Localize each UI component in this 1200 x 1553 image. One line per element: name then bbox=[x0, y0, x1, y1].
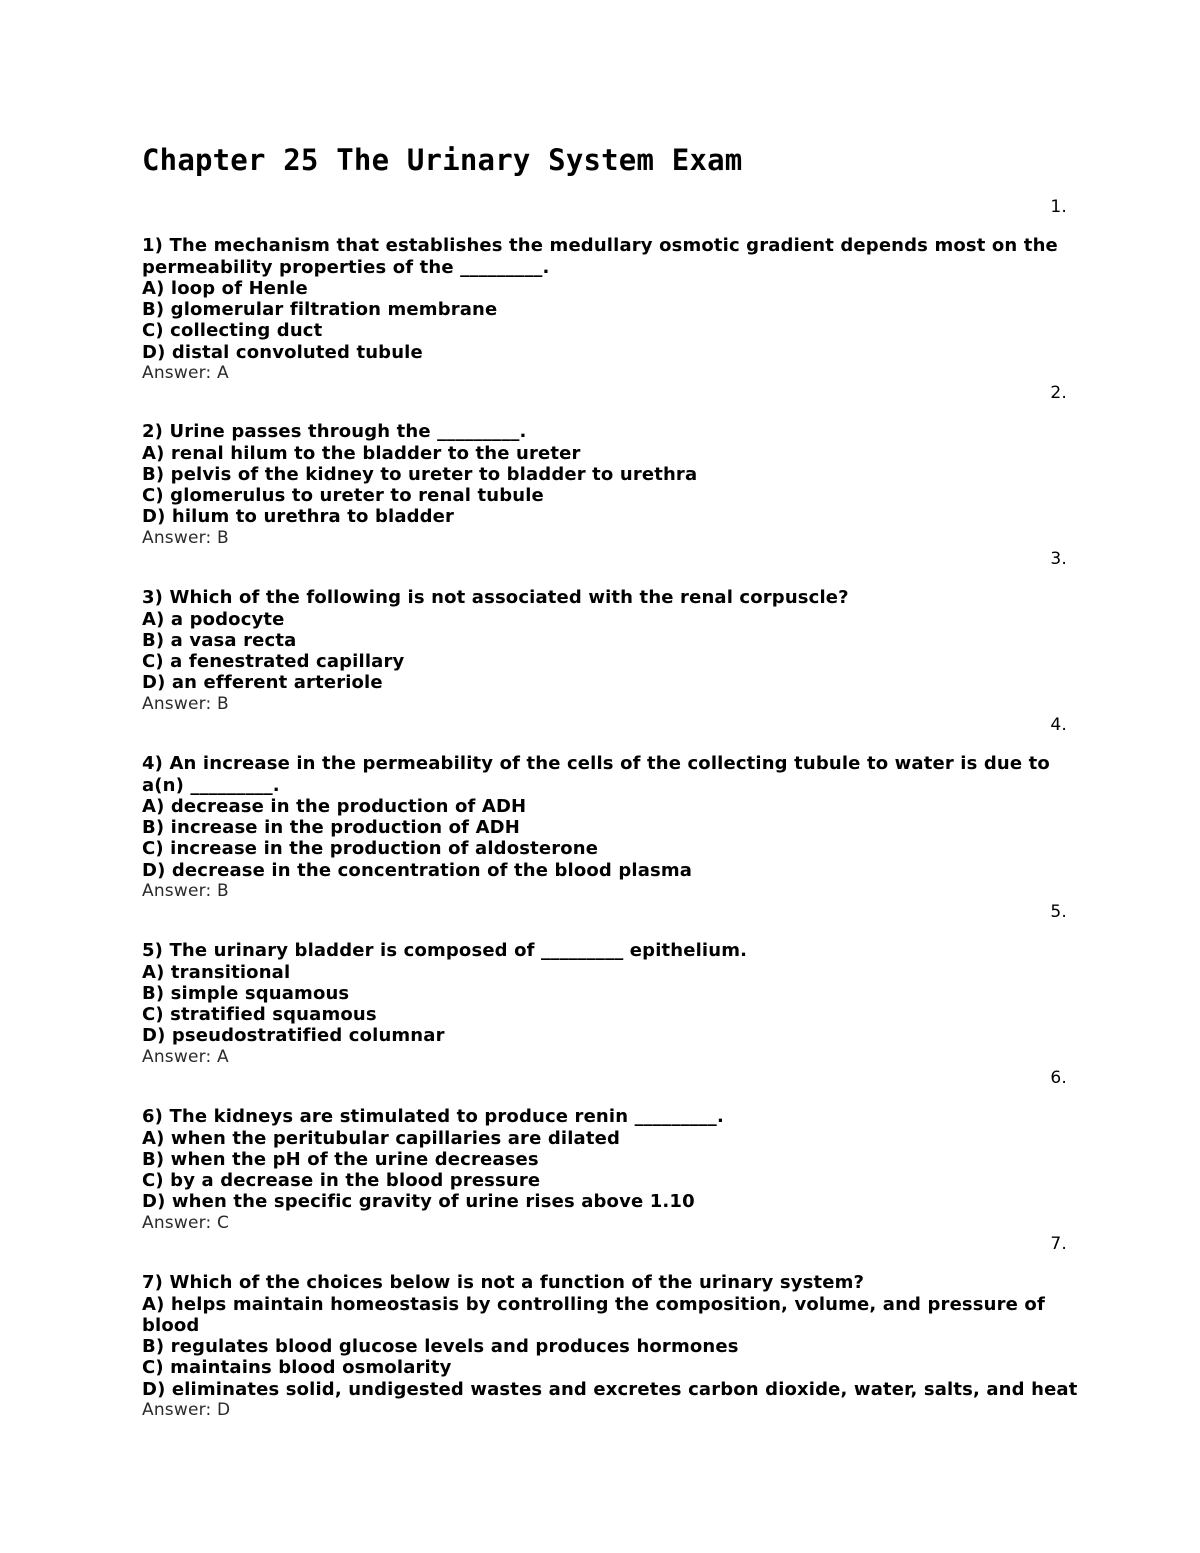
answer-option: D) an efferent arteriole bbox=[142, 672, 383, 694]
question-2 bbox=[142, 383, 1067, 549]
page-title: Chapter 25 The Urinary System Exam bbox=[142, 143, 743, 177]
answer-option: C) increase in the production of aldosterone bbox=[142, 838, 599, 860]
answer-option: D) decrease in the concentration of the blood plasma bbox=[142, 859, 693, 881]
question-stem: 5) The urinary bladder is composed of _________ epithelium. bbox=[142, 940, 748, 962]
answer-option: A) helps maintain homeostasis by controlling the composition, volume, and pressure of bbox=[142, 1293, 1045, 1315]
question-1 bbox=[142, 197, 1067, 384]
question-number: 4. bbox=[1050, 715, 1067, 735]
question-7 bbox=[142, 1234, 1078, 1421]
answer-option: C) a fenestrated capillary bbox=[142, 651, 405, 673]
answer-option: B) increase in the production of ADH bbox=[142, 817, 520, 839]
question-stem: a(n) _________. bbox=[142, 774, 280, 796]
answer-option: B) when the pH of the urine decreases bbox=[142, 1148, 539, 1170]
answer-key: Answer: B bbox=[142, 693, 229, 714]
answer-key: Answer: A bbox=[142, 363, 229, 384]
answer-option: B) simple squamous bbox=[142, 982, 350, 1004]
answer-option: B) a vasa recta bbox=[142, 629, 297, 651]
question-stem: permeability properties of the _________. bbox=[142, 256, 550, 278]
answer-option: C) glomerulus to ureter to renal tubule bbox=[142, 485, 544, 507]
question-6 bbox=[142, 1068, 1067, 1234]
answer-key: Answer: B bbox=[142, 881, 229, 902]
answer-option: D) distal convoluted tubule bbox=[142, 341, 423, 363]
answer-option: C) maintains blood osmolarity bbox=[142, 1357, 452, 1379]
answer-option: A) renal hilum to the bladder to the ureter bbox=[142, 442, 581, 464]
answer-option: A) when the peritubular capillaries are dilated bbox=[142, 1127, 620, 1149]
answer-option: B) pelvis of the kidney to ureter to bladder to urethra bbox=[142, 463, 698, 485]
answer-key: Answer: A bbox=[142, 1046, 229, 1067]
answer-option: D) when the specific gravity of urine rises above 1.10 bbox=[142, 1191, 695, 1213]
answer-option: C) stratified squamous bbox=[142, 1004, 377, 1026]
question-4 bbox=[142, 715, 1067, 902]
answer-option: D) eliminates solid, undigested wastes and excretes carbon dioxide, water, salts, and heat bbox=[142, 1378, 1078, 1400]
answer-option: A) decrease in the production of ADH bbox=[142, 795, 527, 817]
question-number: 1. bbox=[1050, 197, 1067, 217]
answer-option: blood bbox=[142, 1314, 200, 1336]
question-stem: 6) The kidneys are stimulated to produce renin _________. bbox=[142, 1106, 724, 1128]
answer-option: C) collecting duct bbox=[142, 320, 323, 342]
question-number: 5. bbox=[1050, 902, 1067, 922]
question-number: 3. bbox=[1050, 549, 1067, 569]
answer-option: A) transitional bbox=[142, 961, 291, 983]
answer-option: B) glomerular filtration membrane bbox=[142, 299, 498, 321]
question-number: 6. bbox=[1050, 1068, 1067, 1088]
question-number: 7. bbox=[1050, 1234, 1067, 1254]
answer-option: A) loop of Henle bbox=[142, 277, 308, 299]
question-3 bbox=[142, 549, 1067, 715]
question-stem: 3) Which of the following is not associated with the renal corpuscle? bbox=[142, 587, 849, 609]
question-stem: 7) Which of the choices below is not a function of the urinary system? bbox=[142, 1272, 865, 1294]
question-stem: 4) An increase in the permeability of the cells of the collecting tubule to water is due to bbox=[142, 753, 1050, 775]
question-5 bbox=[142, 902, 1067, 1068]
question-stem: 2) Urine passes through the _________. bbox=[142, 421, 527, 443]
answer-option: D) hilum to urethra to bladder bbox=[142, 506, 455, 528]
answer-option: C) by a decrease in the blood pressure bbox=[142, 1170, 541, 1192]
question-number: 2. bbox=[1050, 383, 1067, 403]
answer-key: Answer: C bbox=[142, 1212, 230, 1233]
answer-option: B) regulates blood glucose levels and produces hormones bbox=[142, 1336, 739, 1358]
answer-key: Answer: D bbox=[142, 1400, 231, 1421]
answer-key: Answer: B bbox=[142, 527, 229, 548]
question-stem: 1) The mechanism that establishes the medullary osmotic gradient depends most on the bbox=[142, 235, 1058, 257]
answer-option: A) a podocyte bbox=[142, 608, 285, 630]
answer-option: D) pseudostratified columnar bbox=[142, 1025, 445, 1047]
